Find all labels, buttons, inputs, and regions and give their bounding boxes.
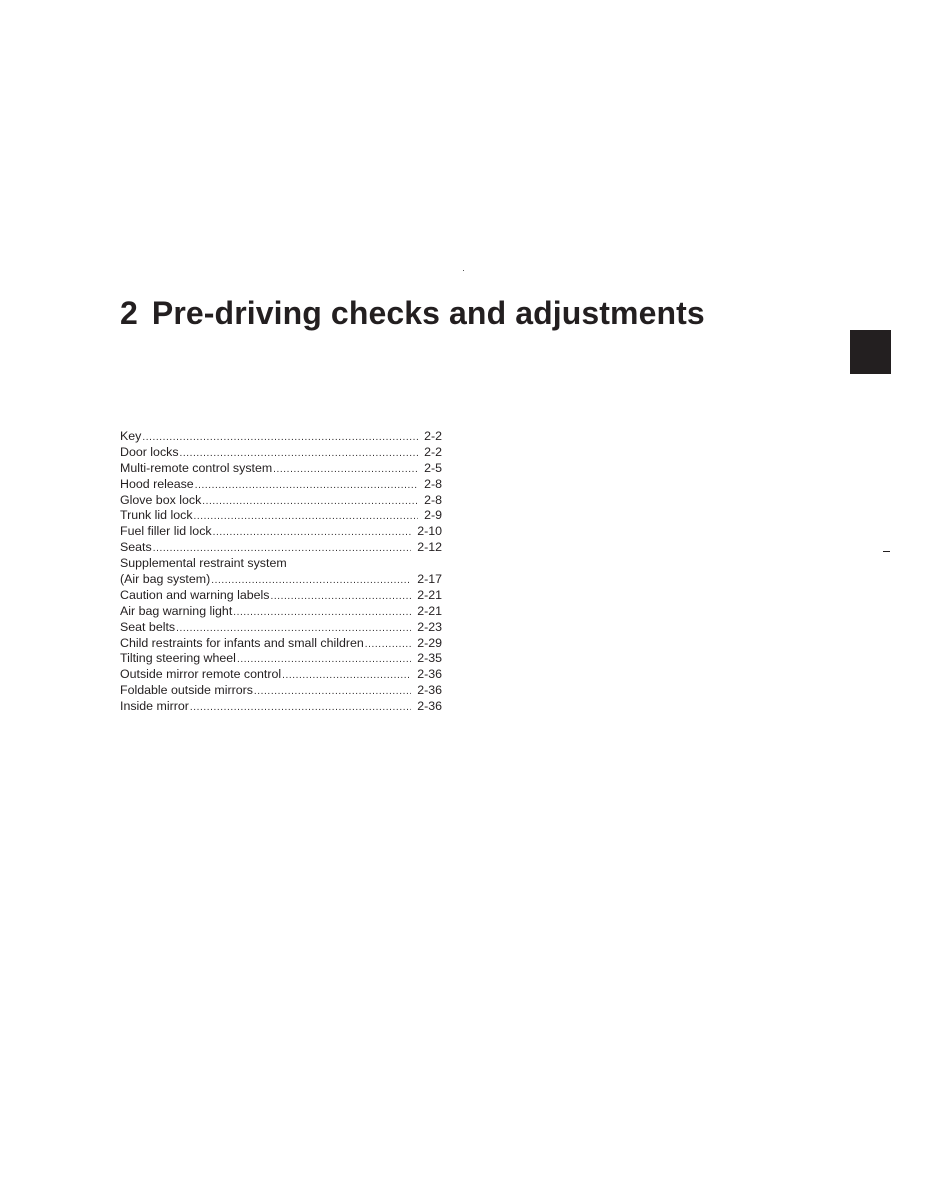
toc-dot-leader — [180, 445, 419, 462]
toc-entry[interactable] — [120, 667, 442, 683]
toc-entry-page: 2-2 — [424, 429, 442, 443]
toc-dot-leader — [273, 461, 418, 478]
toc-entry[interactable] — [120, 508, 442, 524]
toc-entry[interactable] — [120, 493, 442, 509]
toc-dot-leader — [153, 540, 412, 557]
toc-entry-page: 2-23 — [417, 619, 442, 634]
toc-entry-page: 2-21 — [417, 603, 442, 618]
toc-dot-leader — [213, 524, 412, 541]
toc-entry-page: 2-36 — [417, 683, 442, 698]
toc-entry-label: Key — [120, 429, 142, 443]
toc-entry-label: Fuel filler lid lock — [120, 524, 212, 539]
toc-entry[interactable] — [120, 445, 442, 461]
toc-entry-label: Multi-remote control system — [120, 460, 273, 475]
toc-entry-page: 2-8 — [424, 492, 442, 507]
toc-entry[interactable] — [120, 651, 442, 667]
toc-dot-leader — [211, 572, 411, 589]
toc-entry-page: 2-35 — [417, 651, 442, 666]
chapter-title-text: Pre-driving checks and adjustments — [151, 295, 705, 331]
toc-dot-leader — [176, 620, 411, 637]
toc-entry-label: Child restraints for infants and small children — [120, 635, 364, 650]
toc-entry[interactable] — [120, 461, 442, 477]
toc-entry-label: Caution and warning labels — [120, 587, 270, 602]
toc-dot-leader — [202, 493, 418, 510]
stray-dot — [463, 270, 464, 271]
toc-entry-label: Seat belts — [120, 619, 176, 634]
toc-entry[interactable] — [120, 683, 442, 699]
toc-entry-page: 2-36 — [417, 699, 442, 714]
toc-entry-label: Door locks — [120, 444, 179, 459]
toc-dot-leader — [270, 588, 411, 605]
toc-dot-leader — [142, 429, 418, 446]
toc-entry-page: 2-21 — [417, 587, 442, 602]
toc-entry-label: Outside mirror remote control — [120, 667, 282, 682]
toc-dot-leader — [233, 604, 411, 621]
toc-dot-leader — [254, 683, 411, 700]
toc-entry[interactable] — [120, 699, 442, 715]
edge-tick-mark — [883, 551, 890, 552]
toc-entry[interactable] — [120, 524, 442, 540]
toc-entry-page: 2-12 — [417, 540, 442, 555]
chapter-title — [120, 293, 705, 333]
toc-entry[interactable] — [120, 604, 442, 620]
toc-entry-page: 2-9 — [424, 508, 442, 523]
toc-entry[interactable] — [120, 588, 442, 604]
toc-entry-label: Foldable outside mirrors — [120, 683, 253, 698]
toc-entry-page: 2-2 — [424, 444, 442, 459]
toc-entry-heading — [120, 556, 442, 572]
toc-entry-label: Tilting steering wheel — [120, 651, 236, 666]
toc-entry-label: Supplemental restraint system — [120, 556, 287, 571]
toc-entry-label: Air bag warning light — [120, 603, 233, 618]
toc-entry-page: 2-5 — [424, 460, 442, 475]
toc-entry-label: Inside mirror — [120, 699, 189, 714]
toc-entry[interactable] — [120, 540, 442, 556]
table-of-contents — [120, 429, 442, 715]
chapter-thumb-tab — [850, 330, 891, 374]
toc-entry-page: 2-29 — [417, 635, 442, 650]
toc-dot-leader — [282, 667, 411, 684]
toc-entry-page: 2-8 — [424, 476, 442, 491]
toc-dot-leader — [190, 699, 411, 716]
toc-entry[interactable] — [120, 429, 442, 445]
toc-entry-label: Hood release — [120, 476, 194, 491]
toc-entry-page: 2-10 — [417, 524, 442, 539]
toc-entry[interactable] — [120, 620, 442, 636]
toc-dot-leader — [195, 477, 418, 494]
toc-entry-page: 2-17 — [417, 572, 442, 587]
toc-entry[interactable] — [120, 636, 442, 652]
toc-dot-leader — [365, 636, 411, 653]
toc-entry[interactable] — [120, 572, 442, 588]
toc-entry-label: Glove box lock — [120, 492, 202, 507]
toc-entry-label: (Air bag system) — [120, 572, 211, 587]
toc-dot-leader — [237, 651, 411, 668]
toc-entry[interactable] — [120, 477, 442, 493]
toc-entry-label: Seats — [120, 540, 152, 555]
toc-entry-page: 2-36 — [417, 667, 442, 682]
toc-entry-label: Trunk lid lock — [120, 508, 193, 523]
chapter-number: 2 — [120, 295, 138, 331]
toc-dot-leader — [194, 508, 419, 525]
